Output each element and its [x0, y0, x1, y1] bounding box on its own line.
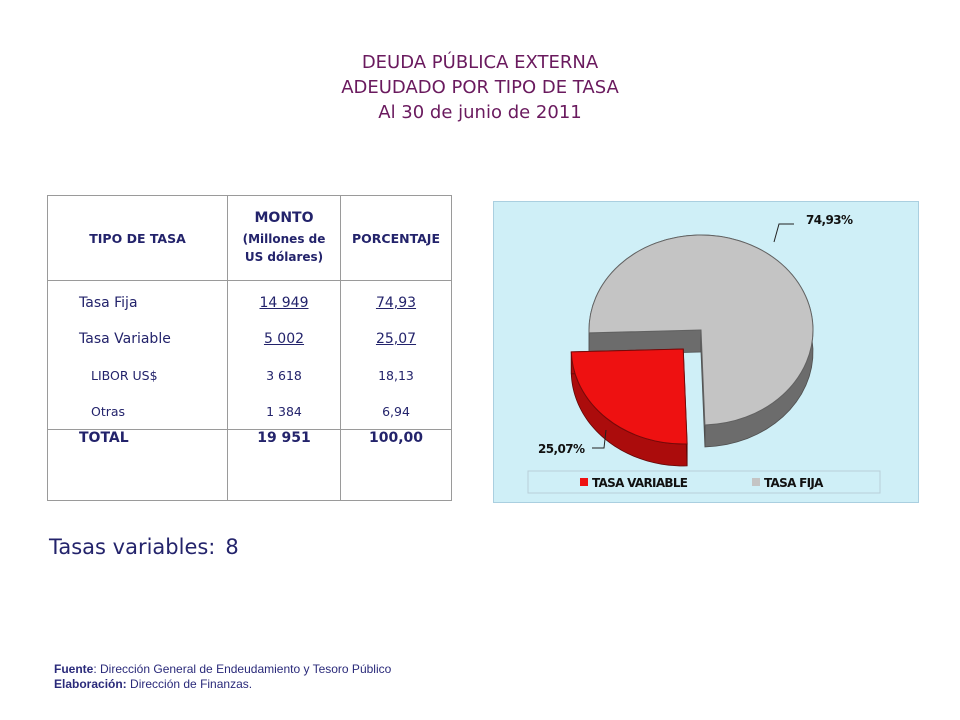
title-line-1: DEUDA PÚBLICA EXTERNA [361, 52, 599, 73]
legend-swatch [580, 478, 588, 486]
row-monto-link[interactable]: 14 949 [259, 295, 309, 311]
total-porcentaje: 100,00 [341, 430, 452, 501]
total-monto: 19 951 [228, 430, 341, 501]
row-label: Otras [48, 393, 228, 430]
total-label: TOTAL [48, 430, 228, 501]
debt-table [47, 195, 452, 501]
row-label: Tasa Fija [48, 281, 228, 322]
source-note [54, 662, 391, 692]
row-porcentaje-link[interactable]: 25,07 [375, 331, 417, 347]
elaboracion-label: Elaboración: [54, 677, 127, 691]
pie-chart-panel [493, 201, 919, 503]
data-label: 74,93% [806, 213, 853, 227]
pie-slice [571, 349, 687, 444]
header-monto-unit-1: (Millones de [242, 232, 326, 246]
row-monto-link[interactable]: 5 002 [263, 331, 305, 347]
row-monto: 1 384 [228, 393, 341, 430]
total-row [48, 430, 452, 501]
table-row [48, 357, 452, 393]
fuente-label: Fuente [54, 662, 94, 676]
table-row [48, 393, 452, 430]
variable-rates-value: 8 [225, 535, 239, 559]
legend-label: TASA VARIABLE [592, 476, 688, 490]
table-row [48, 281, 452, 322]
row-porcentaje: 6,94 [341, 393, 452, 430]
leader-line [774, 224, 794, 242]
variable-rates-line [49, 535, 239, 559]
table-header-row [48, 196, 452, 281]
variable-rates-label: Tasas variables: [49, 535, 216, 559]
title-line-3: Al 30 de junio de 2011 [378, 102, 582, 123]
header-tipo: TIPO DE TASA [48, 196, 228, 281]
row-porcentaje-link[interactable]: 74,93 [375, 295, 417, 311]
page-title [0, 50, 960, 125]
header-monto-title: MONTO [254, 210, 314, 226]
header-monto [228, 196, 341, 281]
title-line-2: ADEUDADO POR TIPO DE TASA [341, 77, 619, 98]
row-monto: 3 618 [228, 357, 341, 393]
header-porcentaje: PORCENTAJE [341, 196, 452, 281]
legend-label: TASA FIJA [764, 476, 823, 490]
header-monto-unit-2: US dólares) [244, 250, 324, 264]
elaboracion-text: Dirección de Finanzas. [130, 677, 253, 691]
data-label: 25,07% [538, 442, 585, 456]
fuente-text: : Dirección General de Endeudamiento y Tesoro Público [93, 662, 392, 676]
table-row [48, 321, 452, 357]
row-porcentaje: 18,13 [341, 357, 452, 393]
row-label: LIBOR US$ [48, 357, 228, 393]
pie-chart [494, 202, 918, 502]
row-label: Tasa Variable [48, 321, 228, 357]
legend-swatch [752, 478, 760, 486]
